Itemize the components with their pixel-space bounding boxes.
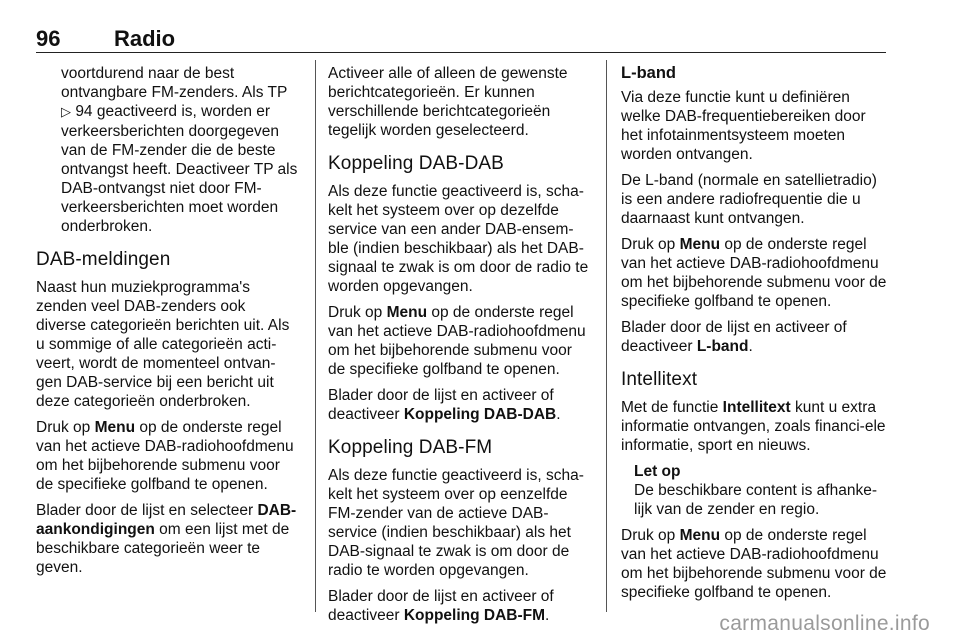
- column-1: [36, 64, 298, 584]
- intellitext-term: Intellitext: [722, 399, 791, 416]
- koppeling-dab-dab-term: Koppeling DAB-DAB: [403, 406, 557, 423]
- column-divider: [606, 60, 607, 612]
- heading-koppeling-dab-fm: Koppeling DAB-FM: [328, 437, 493, 458]
- paragraph: Blader door de lijst en activeer of deactiveer Koppeling DAB-FM.: [328, 588, 554, 624]
- paragraph: Als deze functie geactiveerd is, scha-kelt het systeem over op eenzelfde FM-zender van de actieve DAB-service (indien beschikbaar) als het DAB-signaal te zwak is om door de radio te worden opgevangen.: [328, 467, 584, 579]
- paragraph: Als deze functie geactiveerd is, scha-kelt het systeem over op dezelfde service van een ander DAB-ensem-ble (indien beschikbaar) als het DAB-signaal te zwak is om door de radio te worden opgevangen.: [328, 183, 589, 295]
- menu-term: Menu: [679, 236, 721, 253]
- menu-term: Menu: [679, 527, 721, 544]
- dab-aankondigingen-term: DAB-aankondigingen: [36, 502, 297, 538]
- note-text: De beschikbare content is afhanke-lijk van de zender en regio.: [634, 482, 877, 518]
- paragraph: Naast hun muziekprogramma's zenden veel DAB-zenders ook diverse categorieën berichten uit. Als u sommige of alle categorieën acti-veert, wordt de momenteel ontvan-gen DAB-service bij een bericht uit deze categorieën onderbroken.: [36, 279, 290, 410]
- heading-l-band: L-band: [621, 64, 676, 82]
- paragraph: Via deze functie kunt u definiëren welke DAB-frequentiebereiken door het infotainmentsysteem moeten worden ontvangen.: [621, 89, 866, 163]
- paragraph: Druk op Menu op de onderste regel van het actieve DAB-radiohoofdmenu om het bijbehorende submenu voor de specifieke golfband te openen.: [621, 527, 887, 601]
- paragraph: Met de functie Intellitext kunt u extra informatie ontvangen, zoals financi-ele informatie, sport en nieuws.: [621, 399, 886, 454]
- section-title: Radio: [114, 26, 176, 51]
- paragraph: Blader door de lijst en selecteer DAB-aankondigingen om een lijst met de beschikbare categorieën weer te geven.: [36, 502, 297, 576]
- koppeling-dab-fm-term: Koppeling DAB-FM: [403, 607, 546, 624]
- paragraph: Druk op Menu op de onderste regel van het actieve DAB-radiohoofdmenu om het bijbehorende submenu voor de specifieke golfband te openen.: [36, 419, 294, 493]
- paragraph: Blader door de lijst en activeer of deactiveer L-band.: [621, 319, 847, 355]
- paragraph: De L-band (normale en satellietradio) is een andere radiofrequentie die u daarnaast kunt ontvangen.: [621, 172, 877, 227]
- heading-intellitext: Intellitext: [621, 369, 698, 390]
- page-number: 96: [36, 26, 61, 51]
- paragraph: Activeer alle of alleen de gewenste berichtcategorieën. Er kunnen verschillende berichtcategorieën tegelijk worden geselecteerd.: [328, 65, 568, 139]
- reference-arrow-icon: ▷: [61, 105, 71, 120]
- heading-dab-meldingen: DAB-meldingen: [36, 249, 171, 270]
- paragraph: voortdurend naar de best ontvangbare FM-zenders. Als TP ▷ 94 geactiveerd is, worden er verkeersberichten doorgegeven van de FM-zender die de beste ontvangst heeft. Deactiveer TP als DAB-ontvangst niet door FM-verkeersberichten moet worden onderbroken.: [61, 65, 298, 235]
- column-divider: [315, 60, 316, 612]
- menu-term: Menu: [94, 419, 136, 436]
- column-2: [328, 64, 592, 632]
- paragraph: Druk op Menu op de onderste regel van het actieve DAB-radiohoofdmenu om het bijbehorende submenu voor de specifieke golfband te openen.: [328, 304, 586, 378]
- watermark: carmanualsonline.info: [719, 612, 930, 635]
- page-reference[interactable]: 94: [75, 103, 93, 120]
- header-rule: [36, 52, 886, 53]
- l-band-term: L-band: [696, 338, 749, 355]
- note-box: [621, 462, 887, 519]
- paragraph: Druk op Menu op de onderste regel van het actieve DAB-radiohoofdmenu om het bijbehorende submenu voor de specifieke golfband te openen.: [621, 236, 887, 310]
- paragraph: Blader door de lijst en activeer of deactiveer Koppeling DAB-DAB.: [328, 387, 561, 423]
- note-title: Let op: [634, 463, 681, 480]
- column-3: [621, 64, 887, 609]
- heading-koppeling-dab-dab: Koppeling DAB-DAB: [328, 153, 504, 174]
- page-header: [36, 26, 886, 50]
- menu-term: Menu: [386, 304, 428, 321]
